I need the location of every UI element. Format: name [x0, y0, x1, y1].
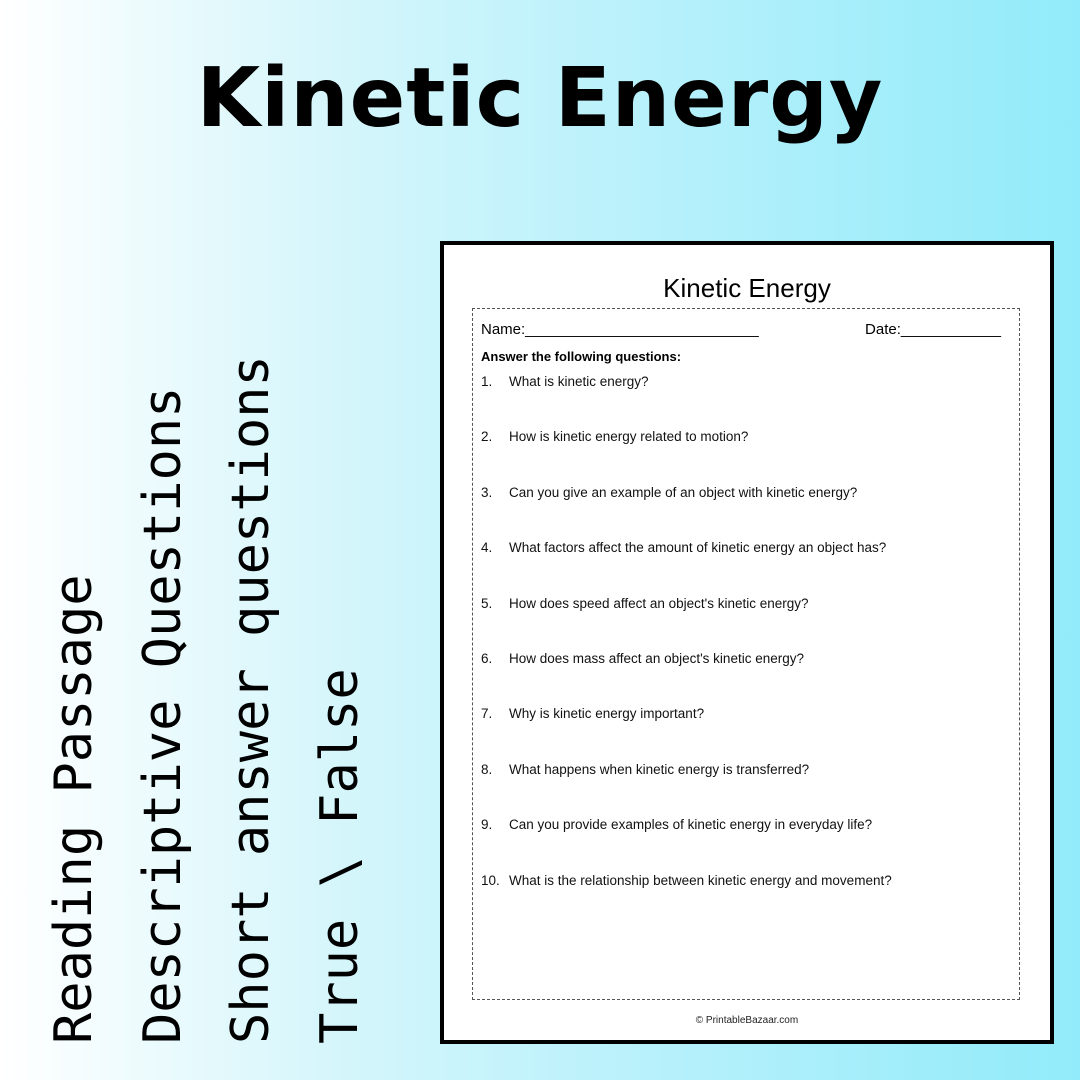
question-item [481, 540, 1009, 595]
question-item [481, 485, 1009, 540]
promo-title: Kinetic Energy [196, 51, 884, 146]
question-number: 9. [481, 817, 493, 833]
question-text: How is kinetic energy related to motion? [509, 429, 749, 445]
question-number: 7. [481, 706, 493, 722]
question-item [481, 762, 1009, 817]
question-item [481, 706, 1009, 761]
feature-label-descriptive-questions: Descriptive Questions [133, 386, 193, 1044]
question-text: Can you provide examples of kinetic energy in everyday life? [509, 817, 873, 833]
question-item [481, 429, 1009, 484]
worksheet-preview [440, 241, 1054, 1044]
question-number: 1. [481, 374, 493, 389]
copyright-footer: © PrintableBazaar.com [695, 1015, 799, 1026]
question-item [481, 817, 1009, 872]
question-number: 8. [481, 761, 493, 777]
name-field: Name:____________________________ [481, 321, 759, 338]
question-number: 2. [481, 429, 493, 445]
question-number: 4. [481, 540, 493, 556]
worksheet-title: Kinetic Energy [663, 273, 831, 303]
question-item [481, 596, 1009, 651]
question-number: 3. [481, 484, 493, 500]
date-field: Date:____________ [865, 321, 1001, 338]
question-number: 5. [481, 595, 493, 611]
question-text: How does speed affect an object's kinetic energy? [509, 595, 809, 611]
worksheet-body [472, 308, 1020, 1000]
feature-label-reading-passage: Reading Passage [44, 574, 104, 1044]
question-text: Can you give an example of an object with kinetic energy? [509, 484, 858, 500]
instructions: Answer the following questions: [481, 349, 682, 364]
feature-label-short-answer: Short answer questions [221, 355, 281, 1044]
question-text: What happens when kinetic energy is transferred? [509, 761, 810, 777]
question-item [481, 873, 1009, 928]
question-text: How does mass affect an object's kinetic energy? [509, 650, 804, 666]
question-list [481, 374, 1009, 928]
question-text: What is kinetic energy? [509, 374, 649, 389]
question-text: Why is kinetic energy important? [509, 706, 705, 722]
question-text: What is the relationship between kinetic energy and movement? [509, 872, 892, 888]
question-number: 6. [481, 650, 493, 666]
question-item [481, 651, 1009, 706]
question-item [481, 374, 1009, 429]
question-text: What factors affect the amount of kinetic energy an object has? [509, 540, 887, 556]
feature-label-true-false: True \ False [310, 668, 370, 1044]
question-number: 10. [481, 872, 500, 888]
